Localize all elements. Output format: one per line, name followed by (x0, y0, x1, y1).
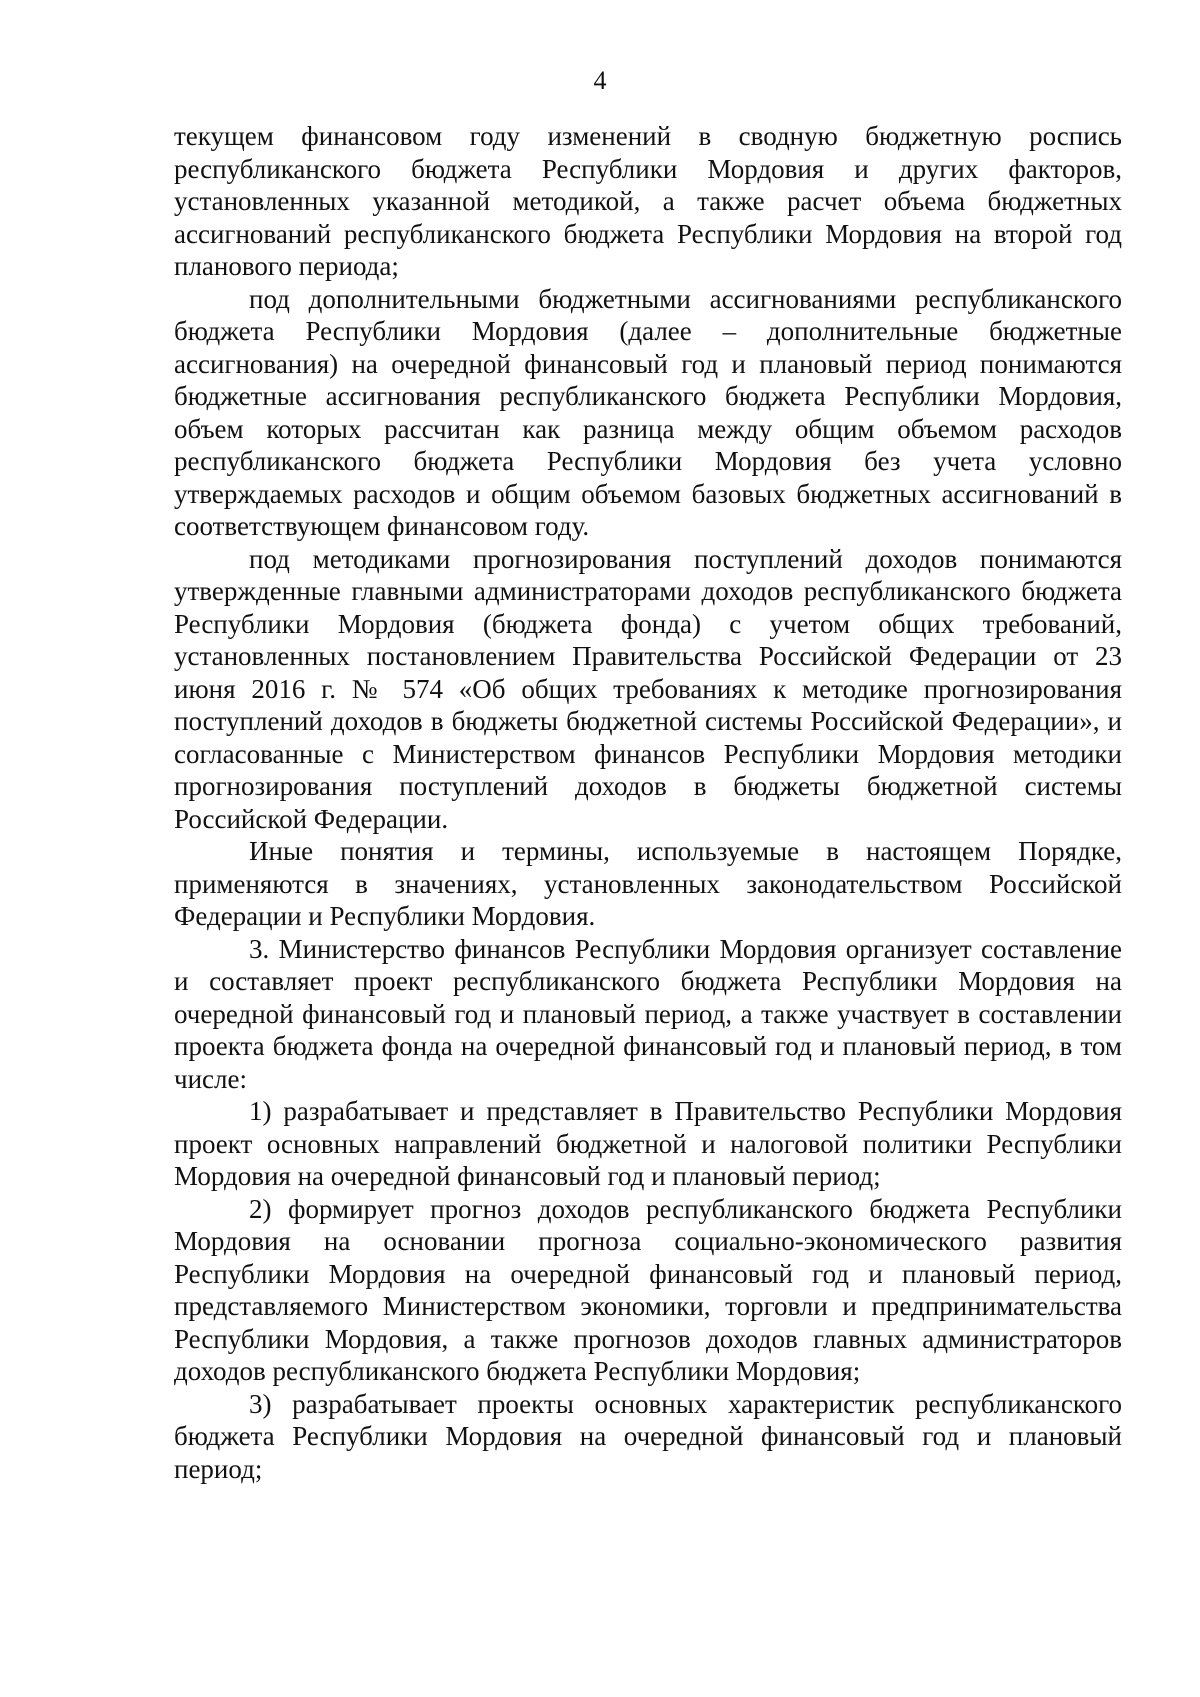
paragraph-continuation: текущем финансовом году изменений в сводную бюджетную роспись республиканского бюджета Республики Мордовия и других факторов, установленных указанной методикой, а также расчет объема бюджетных ассигнований республиканского бюджета Республики Мордовия на второй год планового периода; (174, 121, 1122, 281)
paragraph-subitem-2: 2) формирует прогноз доходов республиканского бюджета Республики Мордовия на основании прогноза социально-экономического развития Республики Мордовия на очередной финансовый год и плановый период, представляемого Министерством экономики, торговли и предпринимательства Республики Мордовия, а также прогнозов доходов главных администраторов доходов республиканского бюджета Республики Мордовия; (174, 1193, 1122, 1386)
paragraph-forecast-methods: под методиками прогнозирования поступлений доходов понимаются утвержденные главными администраторами доходов республиканского бюджета Республики Мордовия (бюджета фонда) с учетом общих требований, установленных постановлением Правительства Российской Федерации от 23 июня 2016 г. № 574 «Об общих требованиях к методике прогнозирования поступлений доходов в бюджеты бюджетной системы Российской Федерации», и согласованные с Министерством финансов Республики Мордовия методики прогнозирования поступлений доходов в бюджеты бюджетной системы Российской Федерации. (174, 543, 1122, 834)
paragraph-additional-allocations: под дополнительными бюджетными ассигнованиями республиканского бюджета Республики Мордовия (далее – дополнительные бюджетные ассигнования) на очередной финансовый год и плановый период понимаются бюджетные ассигнования республиканского бюджета Республики Мордовия, объем которых рассчитан как разница между общим объемом расходов республиканского бюджета Республики Мордовия без учета условно утверждаемых расходов и общим объемом базовых бюджетных ассигнований в соответствующем финансовом году. (174, 283, 1122, 541)
paragraph-subitem-1: 1) разрабатывает и представляет в Правительство Республики Мордовия проект основных направлений бюджетной и налоговой политики Республики Мордовия на очередной финансовый год и плановый период; (174, 1096, 1122, 1191)
paragraph-item-3: 3. Министерство финансов Республики Мордовия организует составление и составляет проект республиканского бюджета Республики Мордовия на очередной финансовый год и плановый период, а также участвует в составлении проекта бюджета фонда на очередной финансовый год и плановый период, в том числе: (174, 933, 1122, 1094)
document-body (174, 120, 1122, 1485)
paragraph-subitem-3: 3) разрабатывает проекты основных характеристик республиканского бюджета Республики Мордовия на очередной финансовый год и плановый период; (174, 1388, 1122, 1484)
paragraph-other-terms: Иные понятия и термины, используемые в настоящем Порядке, применяются в значениях, установленных законодательством Российской Федерации и Республики Мордовия. (174, 836, 1122, 931)
page-number: 4 (593, 66, 607, 95)
